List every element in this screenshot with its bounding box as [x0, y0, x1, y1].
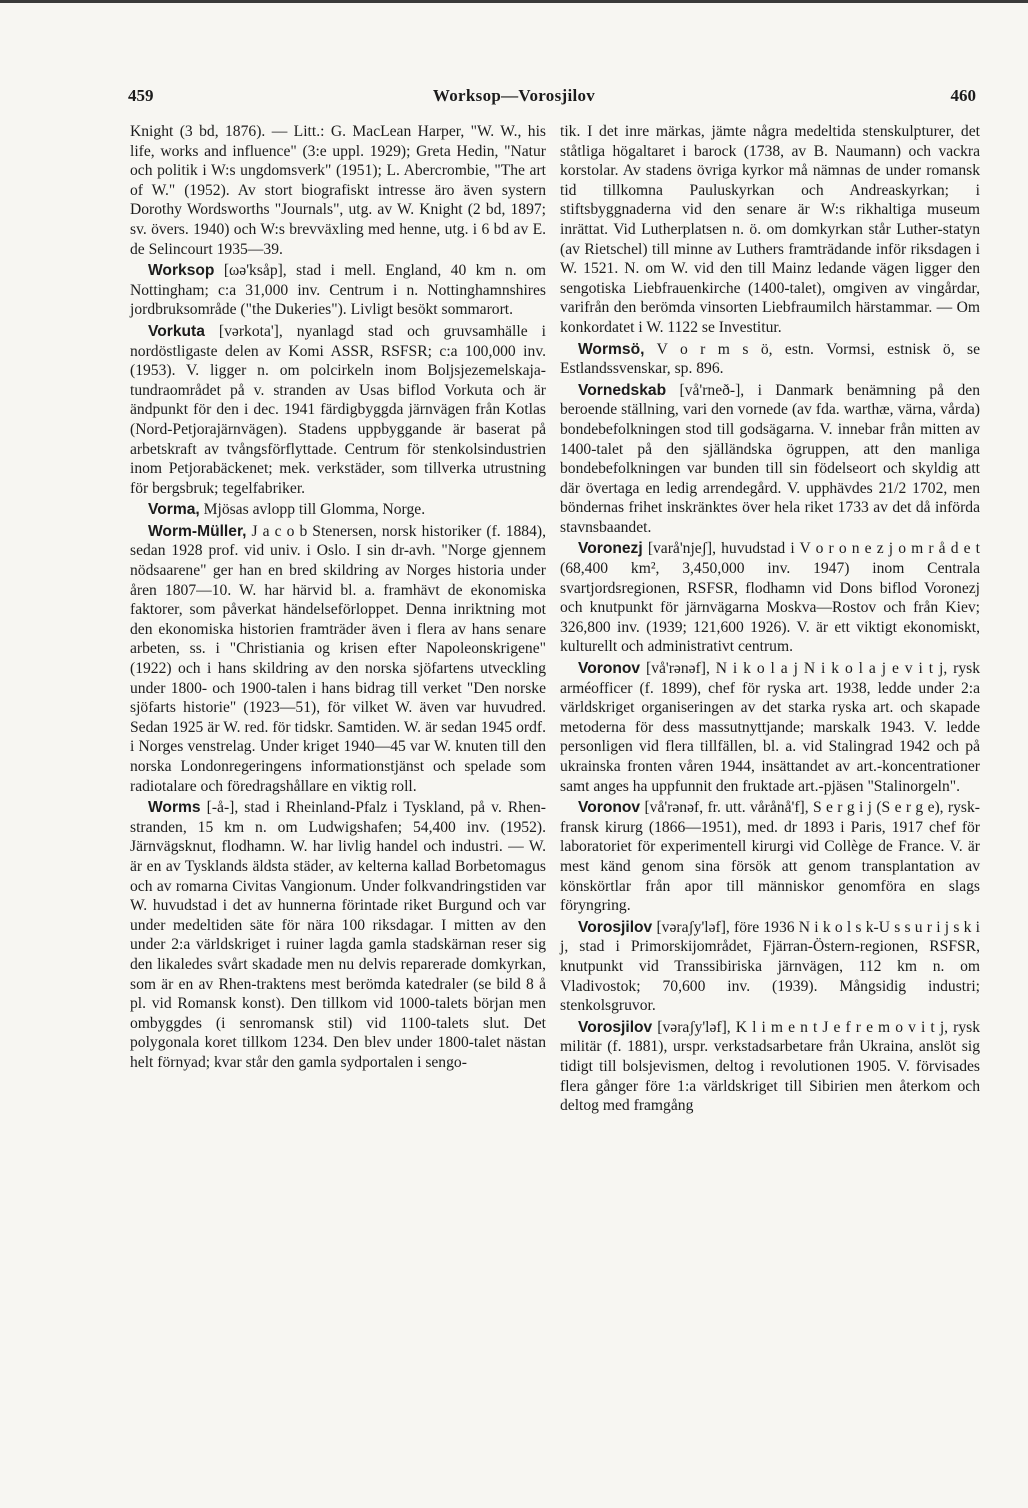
- entry-headword: Wormsö,: [578, 340, 645, 358]
- entry-text: [vəraʃy'ləf], K l i m e n t J e f r e m o v i t j, rysk militär (f. 1881), urspr. verkstadsarbetare från Ukraina, anslöt sig tidigt till bolsjevismen, deltog i revolutionen 1905. V. förvisades flera gånger före 1:a världskriget till Sibirien men återkom och deltog med framgång: [560, 1018, 980, 1115]
- entry: [130, 798, 546, 1072]
- entry: [130, 122, 546, 259]
- entry-text: Knight (3 bd, 1876). — Litt.: G. MacLean Harper, "W. W., his life, works and influence" (3:e uppl. 1929); Greta Hedin, "Natur och politik i W:s ungdomsverk" (1951); L. Abercrombie, "The art of W." (1952). Av stort biografiskt intresse äro även systern Dorothy Wordsworths "Journals", utg. av W. Knight (2 bd, 1897; sv. övers. 1940) och W:s brevväxling med henne, utg. i 6 bd av E. de Selincourt 1935—39.: [130, 123, 546, 258]
- entry-headword: Worms: [148, 799, 201, 817]
- entry: [560, 122, 980, 338]
- top-rule: [0, 0, 1028, 3]
- entry: [560, 918, 980, 1016]
- entry: [560, 539, 980, 657]
- left-column: [130, 122, 546, 1075]
- entry-headword: Voronezj: [578, 540, 643, 558]
- page-header: [0, 86, 1028, 110]
- running-title: Worksop—Vorosjilov: [432, 86, 596, 105]
- entry: [560, 798, 980, 916]
- page-number-left: 459: [128, 86, 154, 105]
- entry-headword: Vorosjilov: [578, 918, 653, 936]
- entry-headword: Worksop: [148, 262, 215, 280]
- entry-headword: Vorosjilov: [578, 1018, 653, 1036]
- entry-text: [vå'rənəf, fr. utt. vårånå'f], S e r g i j (S e r g e), rysk-fransk kirurg (1866—1951), med. dr 1893 i Paris, 1917 chef för laboratoriet för experimentell kirurgi vid Collège de France. V. är mest känd genom sina försök att genom transplantation av könskörtlar från apor till människor genomföra en slags föryngring.: [560, 799, 980, 915]
- entry-text: [vå'rneð-], i Danmark benämning på den beroende ställning, vari den vornede (av fda. warthæ, värna, vårda) bondebefolkningen stod till godsägarna. V. innebar från mitten av 1400-talet på den själländska ögruppen, att den manliga bondebefolkningen var bunden till sin födelseort och skyldig att där övertaga en ledig arrendegård. V. upphävdes 21/2 1702, men böndernas frihet inskränktes över hela riket 1733 av det då införda stavnsbaandet.: [560, 381, 980, 536]
- entry-headword: Voronov: [578, 660, 641, 678]
- page-number-right: 460: [950, 86, 976, 105]
- entry: [560, 1018, 980, 1116]
- entry-text: [ωə'ksåp], stad i mell. England, 40 km n. om Nottingham; c:a 31,000 inv. Centrum i n. Nottinghamnshires jordbruksområde ("the Dukeries"). Livligt besökt sommarort.: [130, 262, 546, 319]
- entry-text: [vå'rənəf], N i k o l a j N i k o l a j e v i t j, rysk arméofficer (f. 1899), chef för ryska art. 1938, ledde under 2:a världskriget organiseringen av det starka ryska art. och skapade metoderna för dess massutnyttjande; marskalk 1943. V. ledde personligen vid flera tillfällen, bl. a. vid Stalingrad 1942 och på ukrainska fronten våren 1944, insättandet av art.-koncentrationer samt anges ha uppfunnit den fruktade art.-pjäsen "Stalinorgeln".: [560, 660, 980, 795]
- entry: [560, 381, 980, 538]
- entry: [130, 322, 546, 498]
- entry-text: Mjösas avlopp till Glomma, Norge.: [199, 501, 426, 519]
- entry-text: [-å-], stad i Rheinland-Pfalz i Tyskland, på v. Rhen-stranden, 15 km n. om Ludwigshafen; 54,400 inv. (1952). Järnvägsknut, flodhamn. W. har livlig handel och industri. — W. är en av Tysklands äldsta städer, av kelterna kallad Borbetomagus och av romarna Civitas Vangionum. Under folkvandringstiden var W. huvudstad i det av hunnerna förintade riket Burgund och var under medeltiden säte för nära 100 riksdagar. I mitten av den under 2:a världskriget i ruiner lagda gamla stadskärnan reser sig den likaledes svårt skadade men nu delvis reparerade domkyrkan, som är en av Rhen-traktens mest berömda katedraler (se bild 8 å pl. vid Romansk konst). Den tillkom vid 1000-talets början men ombyggdes (i senromansk stil) vid 1100-talets slut. Det polygonala koret tillkom 1234. Den blev under 1800-talet nästan helt förnyad; kvar står den gamla sydportalen i sengo-: [130, 799, 546, 1071]
- entry: [130, 261, 546, 320]
- entry-text: J a c o b Stenersen, norsk historiker (f. 1884), sedan 1928 prof. vid univ. i Oslo. I sin dr-avh. "Norge gjennem nödsaarene" ger han en bred skildring av Norges historia under åren 1807—10. W. har härvid bl. a. framhävt de ekonomiska faktorer, som påverkat händelseförloppet. Denna inriktning mot den ekonomiska historien framträder även i flera av hans senare arbeten, ss. i "Christiania og krisen efter Napoleonskrigene" (1922) och i hans skildring av den norska sjöfartens utveckling under 1800- och 1900-talen i hans bidrag till verket "Den norske sjöfarts historie" (1923—51), för vilket W. även var huvudred. Sedan 1925 är W. red. för tidskr. Samtiden. W. är sedan 1945 ordf. i Norges venstrelag. Under kriget 1940—45 var W. knuten till den norska Londonregeringens informationstjänst och spelade som radiotalare och föredragshållare en viktig roll.: [130, 522, 546, 795]
- entry: [130, 500, 546, 520]
- entry: [130, 522, 546, 796]
- entry-text: [varå'njeʃ], huvudstad i V o r o n e z j o m r å d e t (68,400 km², 3,450,000 inv. 1947) inom Centrala svartjordsregionen, RSFSR, flodhamn vid Dons biflod Voronezj och knutpunkt för järnvägarna Moskva—Rostov och från Kiev; 326,800 inv. (1939; 121,600 1926). V. är ett viktigt ekonomiskt, kulturellt och administrativt centrum.: [560, 540, 980, 656]
- entry: [560, 340, 980, 379]
- entry-headword: Vornedskab: [578, 381, 667, 399]
- entry-text: V o r m s ö, estn. Vormsi, estnisk ö, se Estlandssvenskar, sp. 896.: [560, 340, 980, 378]
- entry-text: tik. I det inre märkas, jämte några medeltida stenskulpturer, det ståtliga högaltaret i barock (1738, av B. Naumann) och vackra korstolar. Av stadens övriga kyrkor må nämnas de under romansk tid tillkomna Pauluskyrkan och Andreaskyrkan; i stiftsbyggnaderna vid den senare är W:s rikhaltiga museum inrättat. Vid Lutherplatsen n. ö. om domkyrkan står Luther-statyn (av Rietschel) till minne av Luthers framträdande inför riksdagen i W. 1521. N. om W. vid den till Mainz ledande vägen ligger den sengotiska Liebfrauenkirche (1400-talet), omgiven av vingårdar, varifrån den berömda vinsorten Liebfraumilch härstammar. — Om konkordatet i W. 1122 se Investitur.: [560, 123, 980, 336]
- entry-text: [vəraʃy'ləf], före 1936 N i k o l s k-U s s u r i j s k i j, stad i Primorskijområdet, Fjärran-Östern-regionen, RSFSR, knutpunkt vid Transsibiriska järnvägen, 112 km n. om Vladivostok; 70,600 inv. (1939). Mångsidig industri; stenkolsgruvor.: [560, 918, 980, 1015]
- entry-headword: Worm-Müller,: [148, 522, 247, 540]
- entry-headword: Vorma,: [148, 501, 200, 519]
- entry-headword: Voronov: [578, 799, 641, 817]
- entry-text: [vərkota'], nyanlagd stad och gruvsamhälle i nordöstligaste delen av Komi ASSR, RSFSR; c:a 100,000 inv. (1953). V. ligger n. om polcirkeln inom Boljsjezemelskaja-tundraområdet på v. stranden av Usas biflod Vorkuta och är ändpunkt för den i dec. 1941 färdigbyggda järnvägen från Kotlas (Nord-Petjorajärnvägen). Stadens uppbyggande är baserat på arbetskraft av tvångsförflyttade. Centrum för stenkolsindustrien inom Petjorabäckenet; mek. verkstäder, som tillverka utrustning för bergsbruk; tegelfabriker.: [130, 322, 546, 497]
- entry: [560, 659, 980, 796]
- entry-headword: Vorkuta: [148, 322, 205, 340]
- right-column: [560, 122, 980, 1118]
